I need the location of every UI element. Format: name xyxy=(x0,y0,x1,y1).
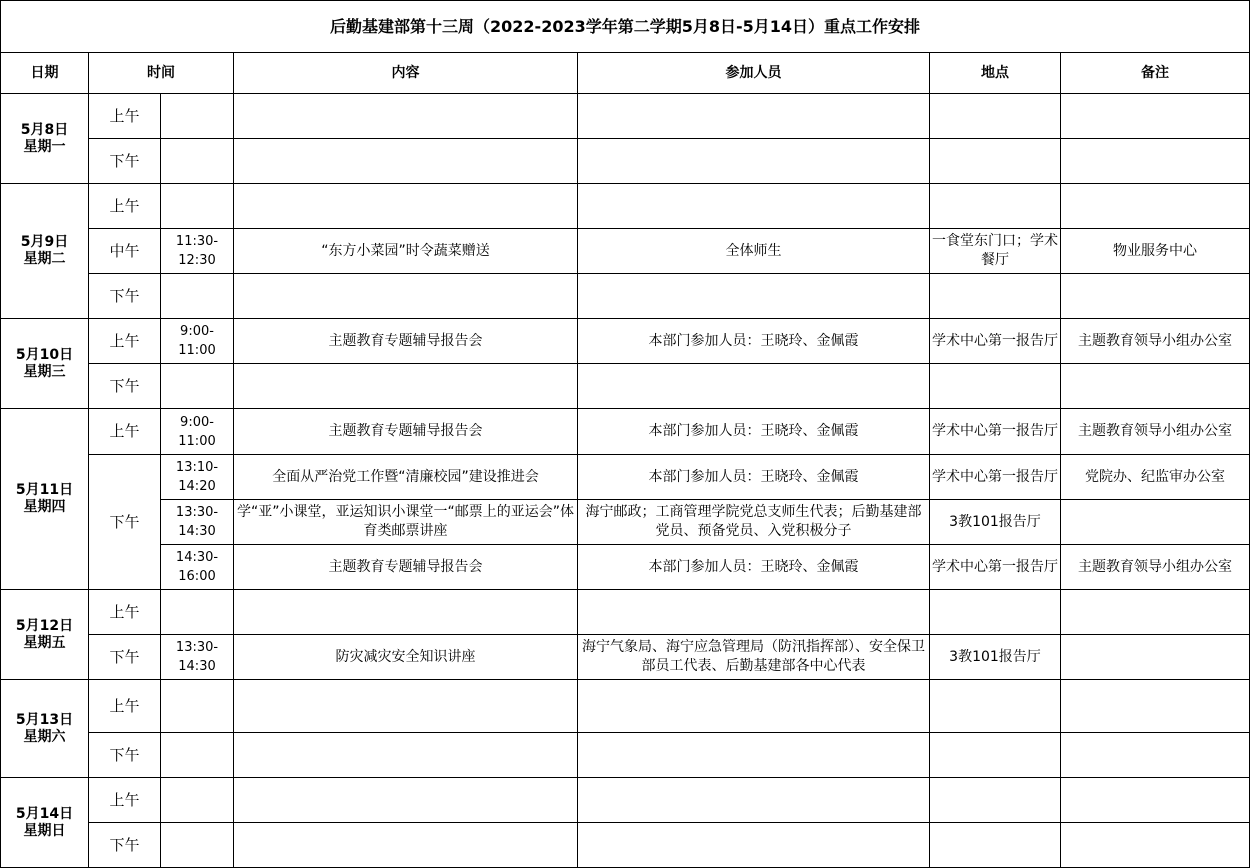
participants-cell xyxy=(578,274,930,319)
content-cell xyxy=(234,274,578,319)
remarks-cell xyxy=(1061,823,1250,868)
period-label: 下午 xyxy=(89,823,161,868)
header-content: 内容 xyxy=(234,53,578,94)
content-cell xyxy=(234,590,578,635)
schedule-row xyxy=(1,590,1250,635)
content-cell: 防灾减灾安全知识讲座 xyxy=(234,635,578,680)
participants-cell xyxy=(578,94,930,139)
time-cell xyxy=(161,274,234,319)
remarks-cell: 物业服务中心 xyxy=(1061,229,1250,274)
time-cell xyxy=(161,680,234,733)
time-start: 13:30- xyxy=(175,505,219,520)
time-cell xyxy=(161,364,234,409)
period-label: 上午 xyxy=(89,94,161,139)
date-cell xyxy=(1,409,89,590)
participants-cell: 本部门参加人员：王晓玲、金佩霞 xyxy=(578,545,930,590)
remarks-cell xyxy=(1061,184,1250,229)
location-cell: 3教101报告厅 xyxy=(930,500,1061,545)
schedule-row xyxy=(1,635,1250,680)
time-cell xyxy=(161,823,234,868)
schedule-row xyxy=(1,733,1250,778)
content-cell: 全面从严治党工作暨“清廉校园”建设推进会 xyxy=(234,455,578,500)
schedule-row xyxy=(1,823,1250,868)
schedule-row xyxy=(1,455,1250,500)
header-remarks: 备注 xyxy=(1061,53,1250,94)
location-cell: 学术中心第一报告厅 xyxy=(930,455,1061,500)
date-cell xyxy=(1,94,89,184)
participants-cell: 海宁邮政；工商管理学院党总支师生代表；后勤基建部党员、预备党员、入党积极分子 xyxy=(578,500,930,545)
remarks-cell xyxy=(1061,364,1250,409)
time-start: 13:30- xyxy=(175,640,219,655)
time-end: 14:30 xyxy=(178,659,216,674)
period-label: 上午 xyxy=(89,319,161,364)
period-label: 上午 xyxy=(89,778,161,823)
content-cell xyxy=(234,823,578,868)
header-row xyxy=(1,53,1250,94)
schedule-row xyxy=(1,778,1250,823)
content-cell: 学“亚”小课堂，亚运知识小课堂一“邮票上的亚运会”体育类邮票讲座 xyxy=(234,500,578,545)
period-label: 上午 xyxy=(89,590,161,635)
location-cell xyxy=(930,590,1061,635)
weekday-label: 星期二 xyxy=(23,251,66,267)
schedule-row xyxy=(1,274,1250,319)
schedule-body xyxy=(1,94,1250,868)
weekday-label: 星期三 xyxy=(23,363,66,380)
date-label: 5月11日 xyxy=(15,482,74,498)
period-label: 上午 xyxy=(89,184,161,229)
time-start: 9:00- xyxy=(180,414,214,430)
header-location: 地点 xyxy=(930,53,1061,94)
location-cell: 学术中心第一报告厅 xyxy=(930,545,1061,590)
schedule-row xyxy=(1,94,1250,139)
time-cell xyxy=(161,184,234,229)
time-cell xyxy=(161,733,234,778)
participants-cell: 本部门参加人员：王晓玲、金佩霞 xyxy=(578,455,930,500)
date-label: 5月14日 xyxy=(15,805,74,822)
time-start: 13:10- xyxy=(175,460,219,475)
remarks-cell xyxy=(1061,590,1250,635)
time-end: 11:00 xyxy=(178,433,216,449)
participants-cell xyxy=(578,184,930,229)
period-label: 下午 xyxy=(89,364,161,409)
location-cell xyxy=(930,733,1061,778)
period-label: 下午 xyxy=(89,139,161,184)
time-cell xyxy=(161,545,234,590)
time-cell xyxy=(161,590,234,635)
remarks-cell: 党院办、纪监审办公室 xyxy=(1061,455,1250,500)
schedule-row xyxy=(1,409,1250,455)
time-cell xyxy=(161,500,234,545)
date-label: 5月8日 xyxy=(20,121,69,138)
time-start: 14:30- xyxy=(175,550,219,565)
page-title: 后勤基建部第十三周（2022-2023学年第二学期5月8日-5月14日）重点工作安排 xyxy=(1,1,1250,53)
remarks-cell xyxy=(1061,635,1250,680)
time-end: 12:30 xyxy=(178,253,216,268)
weekday-label: 星期六 xyxy=(23,728,66,745)
time-end: 14:30 xyxy=(178,524,216,539)
participants-cell xyxy=(578,823,930,868)
time-end: 16:00 xyxy=(178,569,216,584)
time-end: 11:00 xyxy=(178,343,216,358)
time-start: 11:30- xyxy=(175,234,219,249)
remarks-cell xyxy=(1061,778,1250,823)
location-cell xyxy=(930,184,1061,229)
period-label: 下午 xyxy=(89,274,161,319)
remarks-cell xyxy=(1061,733,1250,778)
schedule-row xyxy=(1,184,1250,229)
header-date: 日期 xyxy=(1,53,89,94)
content-cell xyxy=(234,364,578,409)
location-cell: 3教101报告厅 xyxy=(930,635,1061,680)
date-cell xyxy=(1,680,89,778)
participants-cell xyxy=(578,590,930,635)
remarks-cell xyxy=(1061,139,1250,184)
content-cell: 主题教育专题辅导报告会 xyxy=(234,545,578,590)
schedule-row xyxy=(1,229,1250,274)
schedule-row xyxy=(1,500,1250,545)
remarks-cell xyxy=(1061,274,1250,319)
date-cell xyxy=(1,590,89,680)
header-time: 时间 xyxy=(89,53,234,94)
location-cell: 学术中心第一报告厅 xyxy=(930,319,1061,364)
header-participants: 参加人员 xyxy=(578,53,930,94)
remarks-cell xyxy=(1061,680,1250,733)
weekday-label: 星期日 xyxy=(23,822,66,839)
participants-cell: 海宁气象局、海宁应急管理局（防汛指挥部）、安全保卫部员工代表、后勤基建部各中心代表 xyxy=(578,635,930,680)
participants-cell xyxy=(578,778,930,823)
location-cell xyxy=(930,364,1061,409)
weekday-label: 星期一 xyxy=(23,138,66,155)
remarks-cell xyxy=(1061,500,1250,545)
remarks-cell: 主题教育领导小组办公室 xyxy=(1061,319,1250,364)
date-label: 5月9日 xyxy=(20,234,69,250)
date-label: 5月13日 xyxy=(15,711,74,728)
period-label: 下午 xyxy=(89,635,161,680)
location-cell xyxy=(930,823,1061,868)
schedule-row xyxy=(1,680,1250,733)
content-cell xyxy=(234,139,578,184)
time-cell xyxy=(161,139,234,184)
date-cell xyxy=(1,319,89,409)
weekday-label: 星期四 xyxy=(23,499,66,515)
location-cell xyxy=(930,139,1061,184)
weekday-label: 星期五 xyxy=(23,634,66,651)
participants-cell xyxy=(578,680,930,733)
schedule-row xyxy=(1,364,1250,409)
period-label: 下午 xyxy=(89,455,161,590)
participants-cell: 本部门参加人员：王晓玲、金佩霞 xyxy=(578,319,930,364)
time-cell xyxy=(161,319,234,364)
remarks-cell xyxy=(1061,94,1250,139)
time-cell xyxy=(161,94,234,139)
schedule-row xyxy=(1,139,1250,184)
participants-cell xyxy=(578,139,930,184)
remarks-cell: 主题教育领导小组办公室 xyxy=(1061,545,1250,590)
time-cell xyxy=(161,409,234,455)
participants-cell xyxy=(578,364,930,409)
participants-cell: 本部门参加人员：王晓玲、金佩霞 xyxy=(578,409,930,455)
time-end: 14:20 xyxy=(178,479,216,494)
period-label: 上午 xyxy=(89,680,161,733)
content-cell xyxy=(234,94,578,139)
period-label: 中午 xyxy=(89,229,161,274)
content-cell xyxy=(234,184,578,229)
date-cell xyxy=(1,778,89,868)
time-cell xyxy=(161,778,234,823)
content-cell: 主题教育专题辅导报告会 xyxy=(234,409,578,455)
participants-cell: 全体师生 xyxy=(578,229,930,274)
schedule-row xyxy=(1,545,1250,590)
location-cell xyxy=(930,680,1061,733)
time-start: 9:00- xyxy=(180,324,214,339)
date-cell xyxy=(1,184,89,319)
time-cell xyxy=(161,229,234,274)
content-cell: 主题教育专题辅导报告会 xyxy=(234,319,578,364)
location-cell: 学术中心第一报告厅 xyxy=(930,409,1061,455)
period-label: 上午 xyxy=(89,409,161,455)
location-cell xyxy=(930,778,1061,823)
content-cell: “东方小菜园”时令蔬菜赠送 xyxy=(234,229,578,274)
date-label: 5月12日 xyxy=(15,617,74,634)
location-cell: 一食堂东门口；学术餐厅 xyxy=(930,229,1061,274)
period-label: 下午 xyxy=(89,733,161,778)
remarks-cell: 主题教育领导小组办公室 xyxy=(1061,409,1250,455)
content-cell xyxy=(234,778,578,823)
content-cell xyxy=(234,733,578,778)
participants-cell xyxy=(578,733,930,778)
time-cell xyxy=(161,455,234,500)
schedule-row xyxy=(1,319,1250,364)
content-cell xyxy=(234,680,578,733)
location-cell xyxy=(930,274,1061,319)
time-cell xyxy=(161,635,234,680)
date-label: 5月10日 xyxy=(15,346,74,363)
location-cell xyxy=(930,94,1061,139)
